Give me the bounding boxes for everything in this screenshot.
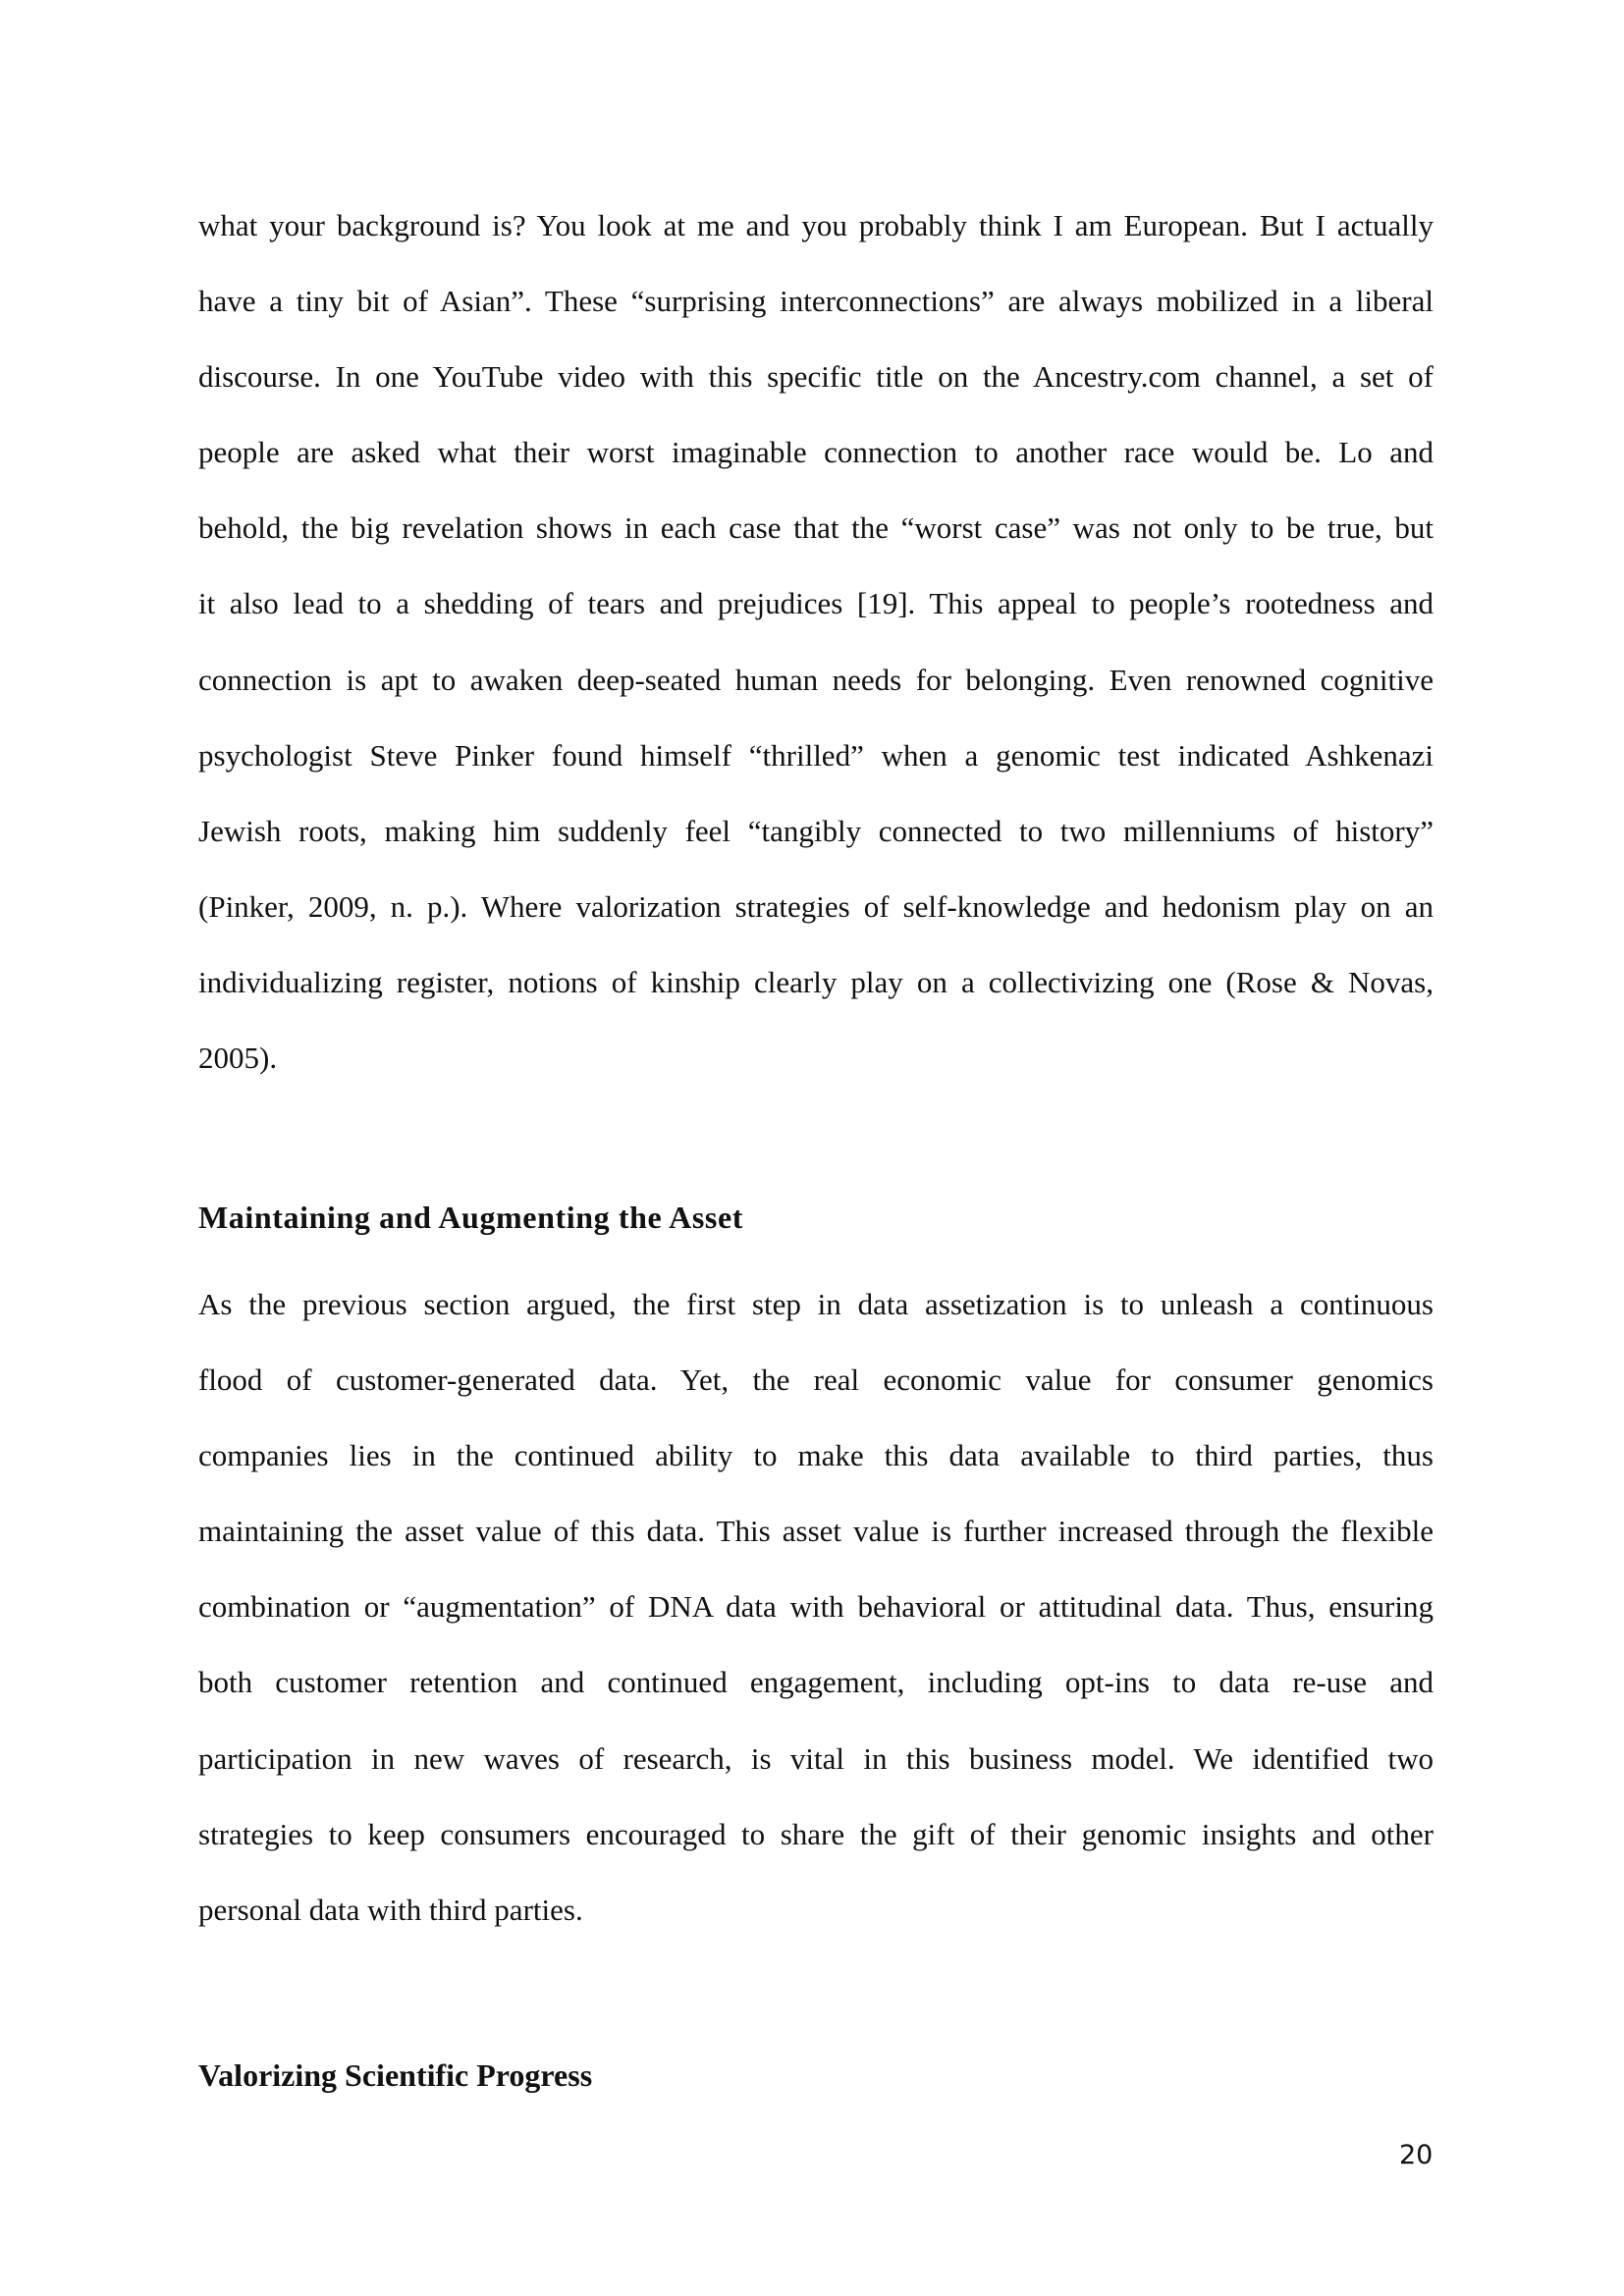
text-line: strategies to keep consumers encouraged to share the gift of their genomic insights and other	[198, 1816, 1434, 1851]
text-line: Jewish roots, making him suddenly feel “tangibly connected to two millenniums of history”	[198, 813, 1434, 848]
text-line: (Pinker, 2009, n. p.). Where valorization strategies of self-knowledge and hedonism play on an	[198, 888, 1434, 924]
section-heading-maintaining	[198, 1200, 1434, 1236]
text-line: maintaining the asset value of this data. This asset value is further increased through the flexible	[198, 1514, 1434, 1549]
paragraph-assetization	[198, 1266, 1434, 1948]
text-line: behold, the big revelation shows in each case that the “worst case” was not only to be true, but	[198, 510, 1434, 546]
page-number: 20	[1399, 2140, 1434, 2170]
text-line: people are asked what their worst imaginable connection to another race would be. Lo and	[198, 435, 1434, 470]
section-heading-valorizing	[198, 2057, 1434, 2094]
text-line: have a tiny bit of Asian”. These “surprising interconnections” are always mobilized in a liberal	[198, 284, 1434, 319]
text-line: discourse. In one YouTube video with this specific title on the Ancestry.com channel, a set of	[198, 359, 1434, 395]
text-line: flood of customer-generated data. Yet, the real economic value for consumer genomics	[198, 1362, 1434, 1398]
paragraph-text	[198, 1266, 1434, 1948]
text-line: companies lies in the continued ability to make this data available to third parties, thus	[198, 1438, 1434, 1473]
section-heading-text: Maintaining and Augmenting the Asset	[198, 1200, 744, 1235]
text-line: 2005).	[198, 1041, 278, 1076]
text-line: participation in new waves of research, is vital in this business model. We identified two	[198, 1740, 1434, 1776]
text-line: individualizing register, notions of kinship clearly play on a collectivizing one (Rose & Novas,	[198, 964, 1434, 999]
text-line: what your background is? You look at me and you probably think I am European. But I actually	[198, 208, 1434, 242]
paragraph-text	[198, 187, 1434, 1095]
text-line: it also lead to a shedding of tears and prejudices [19]. This appeal to people’s rootedness and	[198, 586, 1434, 621]
text-line: psychologist Steve Pinker found himself “thrilled” when a genomic test indicated Ashkenazi	[198, 737, 1434, 773]
paragraph-kinship	[198, 187, 1434, 1095]
text-line: both customer retention and continued engagement, including opt-ins to data re-use and	[198, 1665, 1434, 1700]
text-line: As the previous section argued, the first step in data assetization is to unleash a continuous	[198, 1287, 1434, 1321]
text-line: connection is apt to awaken deep-seated human needs for belonging. Even renowned cognitive	[198, 662, 1434, 697]
text-line: personal data with third parties.	[198, 1892, 583, 1927]
text-line: combination or “augmentation” of DNA data with behavioral or attitudinal data. Thus, ensuring	[198, 1589, 1434, 1625]
section-heading-text: Valorizing Scientific Progress	[198, 2057, 593, 2093]
